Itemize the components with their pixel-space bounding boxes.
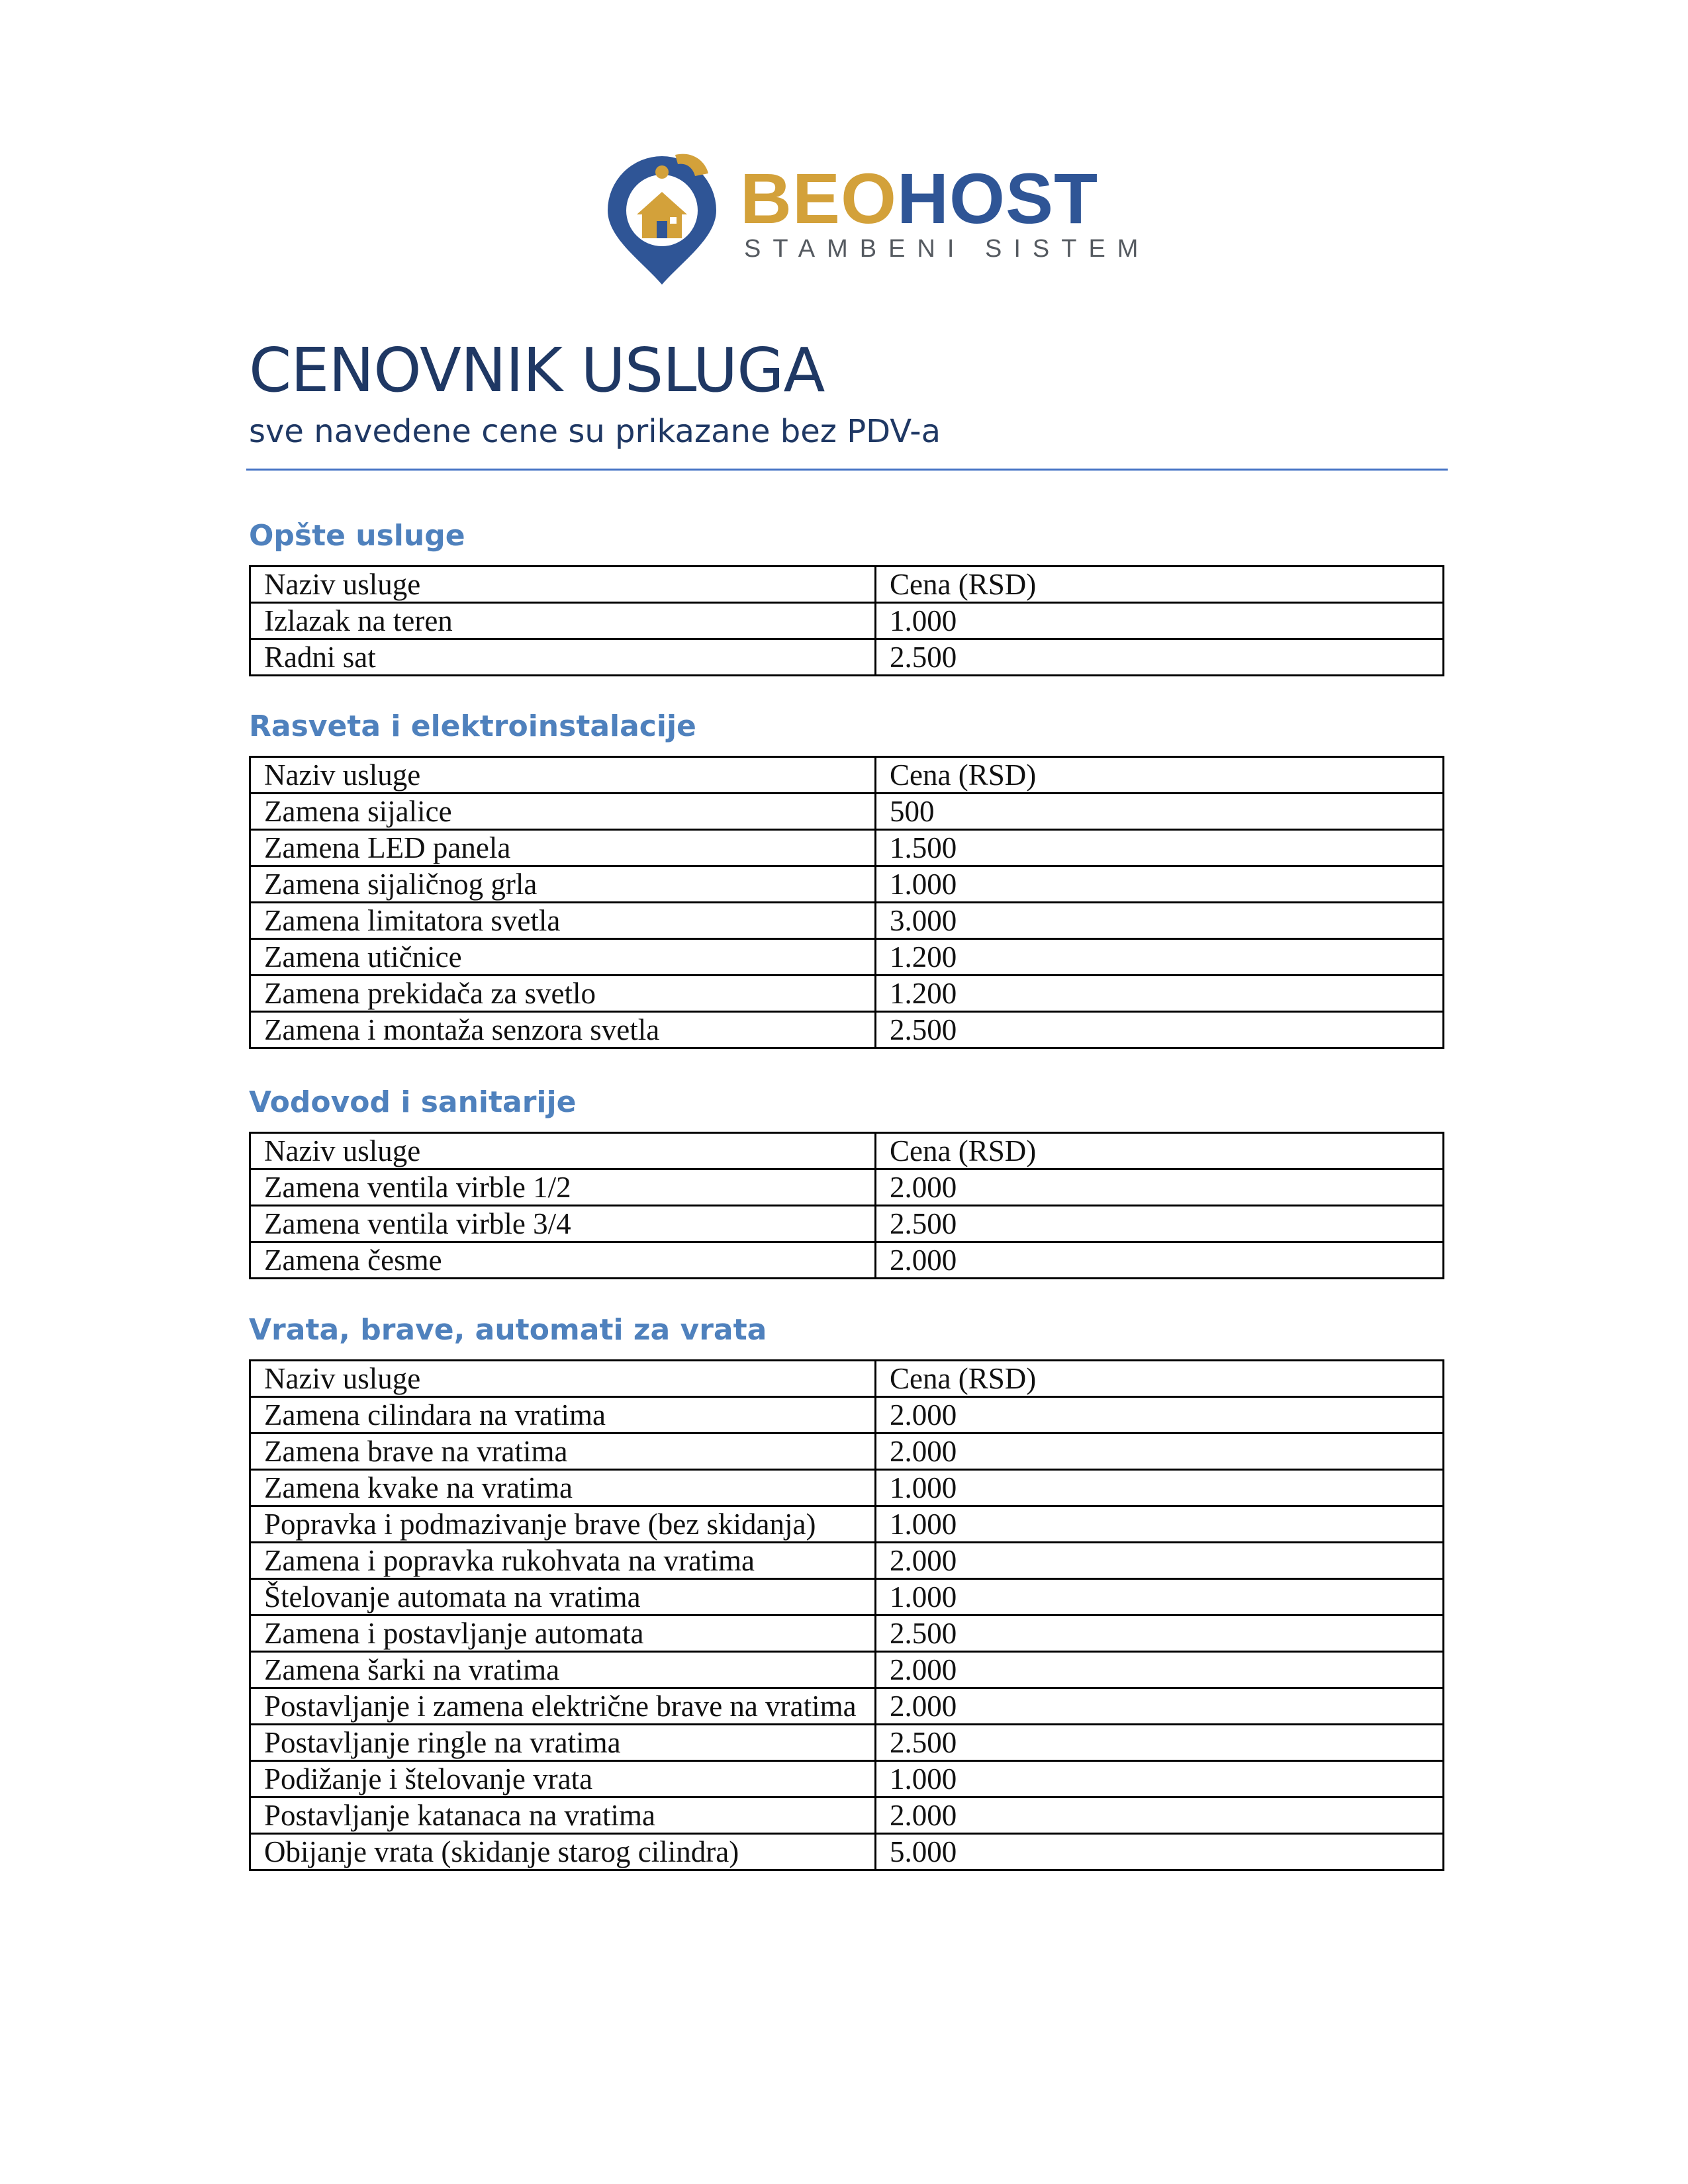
service-price: 1.000 [876, 866, 1444, 903]
logo-wordmark [740, 159, 1098, 238]
table-row [250, 1206, 1444, 1242]
service-name: Radni sat [250, 639, 876, 676]
table-row [250, 1506, 1444, 1543]
service-price: 2.000 [876, 1242, 1444, 1279]
service-name: Štelovanje automata na vratima [250, 1579, 876, 1615]
service-price: 2.000 [876, 1169, 1444, 1206]
table-row [250, 1397, 1444, 1433]
section-rasveta [249, 705, 1444, 1049]
table-row [250, 1688, 1444, 1725]
table-row [250, 1012, 1444, 1048]
service-price: 5.000 [876, 1834, 1444, 1870]
table-row [250, 603, 1444, 639]
service-name: Izlazak na teren [250, 603, 876, 639]
logo-tagline: STAMBENI SISTEM [744, 235, 1150, 263]
table-header-row [250, 567, 1444, 603]
service-name: Zamena LED panela [250, 830, 876, 866]
service-name: Zamena ventila virble 3/4 [250, 1206, 876, 1242]
table-row [250, 1834, 1444, 1870]
table-row [250, 1761, 1444, 1797]
section-vodovod [249, 1081, 1444, 1279]
table-row [250, 1725, 1444, 1761]
page-subtitle: sve navedene cene su prikazane bez PDV-a [249, 413, 941, 450]
house-location-pin-icon [596, 146, 728, 291]
service-price: 1.000 [876, 1761, 1444, 1797]
service-name: Zamena limitatora svetla [250, 903, 876, 939]
service-price: 2.500 [876, 1012, 1444, 1048]
service-name: Zamena šarki na vratima [250, 1652, 876, 1688]
price-table [249, 1132, 1444, 1279]
service-name: Popravka i podmazivanje brave (bez skidanja) [250, 1506, 876, 1543]
service-price: 500 [876, 794, 1444, 830]
table-row [250, 830, 1444, 866]
table-row [250, 939, 1444, 976]
service-price: 1.000 [876, 603, 1444, 639]
service-price: 2.000 [876, 1688, 1444, 1725]
header-cell-price: Cena (RSD) [876, 1361, 1444, 1397]
service-price: 2.000 [876, 1433, 1444, 1470]
service-name: Obijanje vrata (skidanje starog cilindra) [250, 1834, 876, 1870]
table-row [250, 1470, 1444, 1506]
service-price: 2.500 [876, 1615, 1444, 1652]
service-name: Zamena sijaličnog grla [250, 866, 876, 903]
table-row [250, 1797, 1444, 1834]
header-cell-name: Naziv usluge [250, 1133, 876, 1169]
service-price: 1.200 [876, 976, 1444, 1012]
header-cell-name: Naziv usluge [250, 757, 876, 794]
table-header-row [250, 757, 1444, 794]
section-heading: Vodovod i sanitarije [249, 1085, 577, 1119]
table-row [250, 976, 1444, 1012]
service-price: 1.000 [876, 1579, 1444, 1615]
service-name: Zamena sijalice [250, 794, 876, 830]
service-price: 2.000 [876, 1797, 1444, 1834]
price-table [249, 756, 1444, 1049]
service-price: 2.000 [876, 1397, 1444, 1433]
service-name: Zamena utičnice [250, 939, 876, 976]
section-heading: Vrata, brave, automati za vrata [249, 1313, 767, 1347]
service-price: 1.000 [876, 1506, 1444, 1543]
service-price: 2.000 [876, 1543, 1444, 1579]
service-name: Podižanje i štelovanje vrata [250, 1761, 876, 1797]
section-vrata [249, 1309, 1444, 1871]
section-opste-usluge [249, 515, 1444, 676]
table-row [250, 1579, 1444, 1615]
section-heading: Opšte usluge [249, 519, 465, 553]
logo-word-host: HOST [897, 158, 1099, 238]
table-row [250, 1652, 1444, 1688]
table-row [250, 1543, 1444, 1579]
service-price: 2.500 [876, 1725, 1444, 1761]
table-header-row [250, 1133, 1444, 1169]
service-name: Zamena i popravka rukohvata na vratima [250, 1543, 876, 1579]
logo [596, 146, 1150, 291]
service-price: 1.500 [876, 830, 1444, 866]
service-name: Postavljanje i zamena električne brave na vratima [250, 1688, 876, 1725]
service-name: Zamena česme [250, 1242, 876, 1279]
service-price: 3.000 [876, 903, 1444, 939]
table-row [250, 1615, 1444, 1652]
header-cell-price: Cena (RSD) [876, 757, 1444, 794]
table-row [250, 866, 1444, 903]
service-price: 1.200 [876, 939, 1444, 976]
page-title: CENOVNIK USLUGA [249, 335, 825, 406]
section-heading: Rasveta i elektroinstalacije [249, 709, 696, 743]
service-price: 2.500 [876, 639, 1444, 676]
service-name: Zamena ventila virble 1/2 [250, 1169, 876, 1206]
price-table [249, 1359, 1444, 1871]
service-name: Zamena i montaža senzora svetla [250, 1012, 876, 1048]
service-name: Zamena kvake na vratima [250, 1470, 876, 1506]
table-row [250, 639, 1444, 676]
service-name: Zamena brave na vratima [250, 1433, 876, 1470]
title-divider [246, 469, 1448, 471]
service-name: Postavljanje ringle na vratima [250, 1725, 876, 1761]
service-price: 1.000 [876, 1470, 1444, 1506]
header-cell-price: Cena (RSD) [876, 567, 1444, 603]
table-header-row [250, 1361, 1444, 1397]
table-row [250, 1242, 1444, 1279]
service-name: Zamena prekidača za svetlo [250, 976, 876, 1012]
service-name: Postavljanje katanaca na vratima [250, 1797, 876, 1834]
logo-word-beo: BEO [740, 158, 898, 238]
header-cell-name: Naziv usluge [250, 1361, 876, 1397]
table-row [250, 1169, 1444, 1206]
service-name: Zamena cilindara na vratima [250, 1397, 876, 1433]
table-row [250, 903, 1444, 939]
service-price: 2.500 [876, 1206, 1444, 1242]
table-row [250, 794, 1444, 830]
table-row [250, 1433, 1444, 1470]
service-price: 2.000 [876, 1652, 1444, 1688]
service-name: Zamena i postavljanje automata [250, 1615, 876, 1652]
price-table [249, 565, 1444, 676]
header-cell-name: Naziv usluge [250, 567, 876, 603]
header-cell-price: Cena (RSD) [876, 1133, 1444, 1169]
